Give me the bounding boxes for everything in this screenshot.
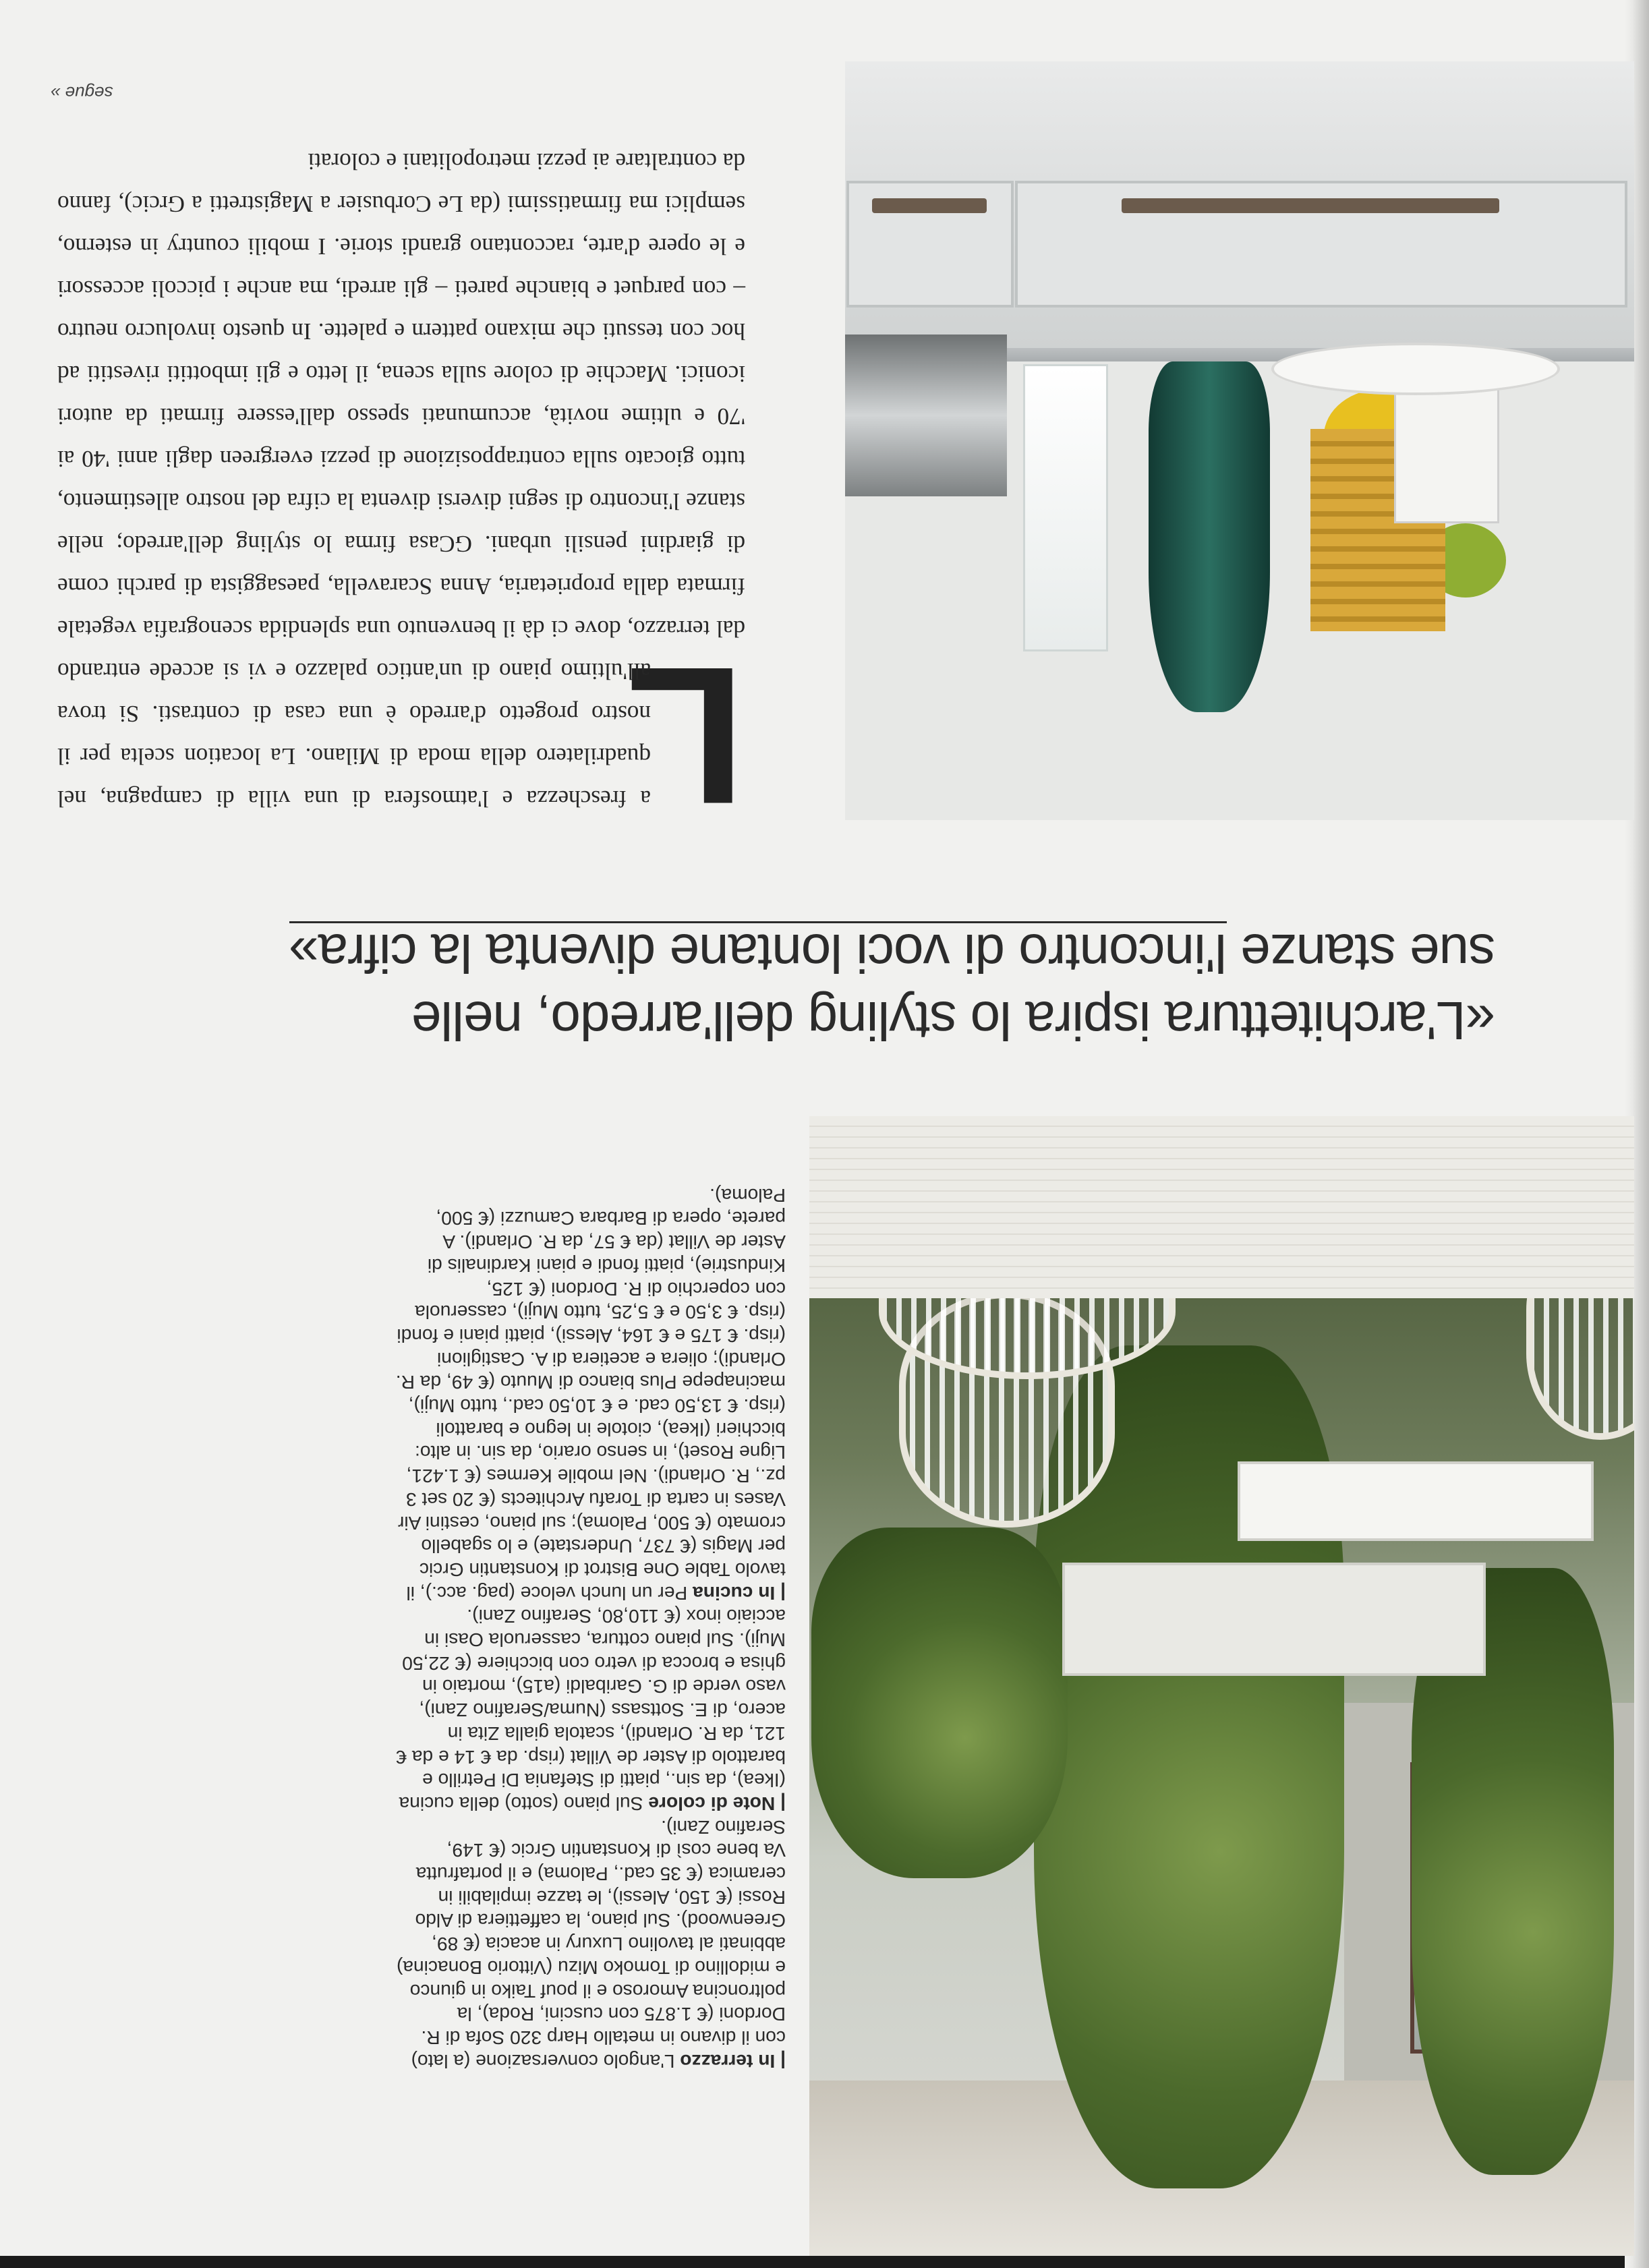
pull-quote-underlined: l'incontro di voci lontane diventa la cifra» (289, 921, 1227, 983)
pull-quote-line-2 (261, 919, 1495, 987)
caption-label: In cucina (693, 1582, 776, 1604)
steel-saucepan (845, 335, 1007, 496)
green-vase (1149, 361, 1270, 712)
caption-color-notes: | Note di colore Sul piano (sotto) della cucina (Ikea), da sin., piatti di Stefania Di Petrillo e barattolo di Aster de Villat (risp. da € 14 e da € 121, da R. Orlandi), scatola gialla Zita in acero, di E. Sottsass (Numa/Serafino Zani), vaso verde di G. Garibaldi (a15), mortaio in ghisa e brocca di vetro con bicchiere (€ 22,50 Muji). Sul piano cottura, casseruola Oasi in acciaio inox (€ 110,80, Serafino Zani). (396, 1606, 786, 1815)
cabinet-handle (1122, 198, 1499, 213)
terrace-coffee-table (1238, 1461, 1594, 1541)
pull-quote-line-2-plain: sue stanze (1226, 923, 1495, 983)
article-body (57, 119, 745, 845)
continued-marker: segue » (51, 83, 113, 103)
scanner-edge (0, 2256, 1649, 2268)
caption-body: Per un lunch veloce (pag. acc.), il tavolo Table One Bistrot di Konstantin Grcic per Magis (€ 737, Understate) e lo sgabello cromato (€ 500, Paloma); sul piano, cestini Air Vases in carta di Torafu Architects (€ 20 set 3 pz., R. Orlandi). Nel mobile Kermes (€ 1.421, Ligne Roset), in senso orario, da sin. in alto: bicchieri (Ikea), ciotole in legno e barattoli (risp. € 13,50 cad. e € 10,50 cad., tutto Muji), macinapepe Plus bianco di Muuto (€ 49, da R. Orlandi); oliera e acetiera di A. Castiglioni (risp. € 175 e € 164, Alessi), piatti piani e fondi (risp. € 3,50 e € 5,25, tutto Muji), casseruola con coperchio di R. Dordoni (€ 125, Kindustrie), piatti fondi e piani Kardinalis di Aster de Villat (da € 57, da R. Orlandi). A parete, opera di Barbara Camuzzi (€ 500, Paloma). (395, 1184, 786, 1604)
caption-label: Note di colore (648, 1793, 776, 1815)
caption-body: Sul piano (sotto) della cucina (Ikea), da sin., piatti di Stefania Di Petrillo e barattolo di Aster de Villat (risp. da € 14 e da € 121, da R. Orlandi), scatola gialla Zita in acero, di E. Sottsass (Numa/Serafino Zani), vaso verde di G. Garibaldi (a15), mortaio in ghisa e brocca di vetro con bicchiere (€ 22,50 Muji). Sul piano cottura, casseruola Oasi in acciaio inox (€ 110,80, Serafino Zani). (396, 1606, 786, 1815)
caption-terrace: | In terrazzo L'angolo conversazione (a lato) con il divano in metallo Harp 320 Sofa di R. Dordoni (€ 1.875 con cuscini, Roda), la poltroncina Amoroso e il pouf Taiko in giunco e midollino di Tomoko Mizu (Vittorio Bonacina) abbinati al tavolino Luxury in acacia (€ 89, Greenwood). Sul piano, la caffettiera di Aldo Rossi (€ 150, Alessi), le tazze impilabili in ceramica (€ 35 cad., Paloma) e il portafrutta Va bene così di Konstantin Grcic (€ 149, Serafino Zani). (396, 1816, 786, 2072)
cabinet-handle-small (872, 198, 987, 213)
kitchen-photo (845, 61, 1634, 820)
drinking-glass (1023, 364, 1108, 651)
photo-captions (395, 1184, 786, 2256)
caption-kitchen: | In cucina Per un lunch veloce (pag. acc.), il tavolo Table One Bistrot di Konstantin Grcic per Magis (€ 737, Understate) e lo sgabello cromato (€ 500, Paloma); sul piano, cestini Air Vases in carta di Torafu Architects (€ 20 set 3 pz., R. Orlandi). Nel mobile Kermes (€ 1.421, Ligne Roset), in senso orario, da sin. in alto: bicchieri (Ikea), ciotole in legno e barattoli (risp. € 13,50 cad. e € 10,50 cad., tutto Muji), macinapepe Plus bianco di Muuto (€ 49, da R. Orlandi); oliera e acetiera di A. Castiglioni (risp. € 175 e € 164, Alessi), piatti piani e fondi (risp. € 3,50 e € 5,25, tutto Muji), casseruola con coperchio di R. Dordoni (€ 125, Kindustrie), piatti fondi e piani Kardinalis di Aster de Villat (da € 57, da R. Orlandi). A parete, opera di Barbara Camuzzi (€ 500, Paloma). (395, 1184, 786, 1604)
pull-quote-line-1: «L'architettura ispira lo styling dell'arredo, nelle (411, 991, 1495, 1051)
stacked-plates (1271, 343, 1560, 395)
caption-body: L'angolo conversazione (a lato) con il divano in metallo Harp 320 Sofa di R. Dordoni (€ 1.875 con cuscini, Roda), la poltroncina Amoroso e il pouf Taiko in giunco e midollino di Tomoko Mizu (Vittorio Bonacina) abbinati al tavolino Luxury in acacia (€ 89, Greenwood). Sul piano, la caffettiera di Aldo Rossi (€ 150, Alessi), le tazze impilabili in ceramica (€ 35 cad., Paloma) e il portafrutta Va bene così di Konstantin Grcic (€ 149, Serafino Zani). (396, 1816, 786, 2072)
terrace-paving (809, 1116, 1634, 1298)
pull-quote (261, 912, 1495, 1054)
captions-text (395, 1184, 786, 2073)
drop-cap: L (625, 627, 745, 845)
caption-label: In terrazzo (680, 2050, 776, 2072)
terrace-photo (809, 1116, 1634, 2256)
climbing-plants-right (811, 1528, 1068, 1878)
article-text: a freschezza e l'atmosfera di una villa di campagna, nel quadrilatero della moda di Milano. La location scelta per il nostro progetto d'arredo è una casa di contrasti. Si trova all'ultimo piano di un'antico palazzo e vi si accede entrando dal terrazzo, dove ci dà il benvenuto una splendida scenografia vegetale firmata dalla proprietaria, Anna Scaravella, paesaggista di parchi come di giardini pensili urbani. GCasa firma lo styling dell'arredo; nelle stanze l'incontro di segni diversi diventa la cifra del nostro allestimento, tutto giocato sulla contrapposizione di pezzi evergreen dagli anni '40 ai '70 e ultime novità, accumunati spesso dall'essere firmati da autori iconici. Macchie di colore sulla scena, il letto e gli imbottiti rivestiti ad hoc con tessuti che mixano pattern e palette. In questo involucro neutro – con parquet e bianche pareti – gli arredi, ma anche i piccoli accessori e le opere d'arte, raccontano grandi storie. I mobili country in esterno, semplici ma firmatissimi (da Le Corbusier a Magistretti a Grcic), fanno da contraltare ai pezzi metropolitani e colorati (57, 148, 745, 812)
metal-sofa (1062, 1563, 1486, 1676)
drop-cap-space (625, 627, 745, 845)
